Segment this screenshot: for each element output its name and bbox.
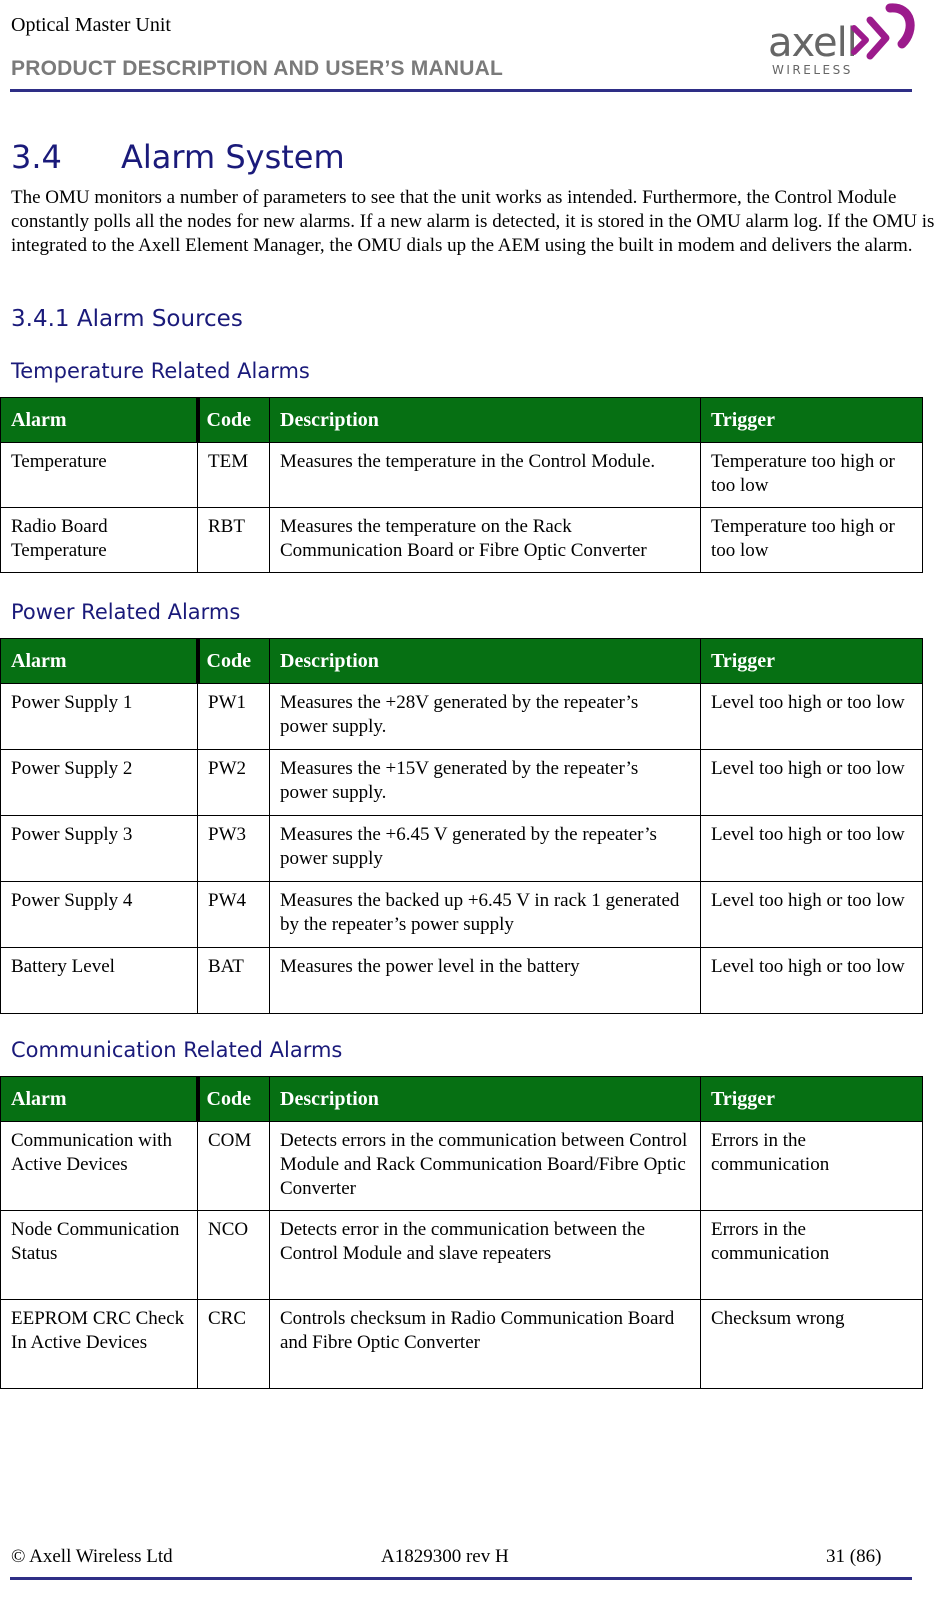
table-row: [1, 684, 923, 750]
code-cell: NCO: [198, 1211, 270, 1300]
table-row: [1, 750, 923, 816]
description-cell: Controls checksum in Radio Communication Board and Fibre Optic Converter: [270, 1300, 701, 1389]
column-header-alarm: Alarm: [1, 639, 198, 684]
trigger-cell: Errors in the communication: [701, 1211, 923, 1300]
column-header-trigger: Trigger: [701, 639, 923, 684]
temperature-alarms-heading: Temperature Related Alarms: [11, 359, 310, 383]
code-cell: BAT: [198, 948, 270, 1014]
alarm-cell: EEPROM CRC Check In Active Devices: [1, 1300, 198, 1389]
communication-alarms-heading: Communication Related Alarms: [11, 1038, 343, 1062]
column-header-description: Description: [270, 398, 701, 443]
trigger-cell: Level too high or too low: [701, 882, 923, 948]
axell-wireless-logo: [765, 0, 920, 82]
trigger-cell: Temperature too high or too low: [701, 508, 923, 573]
alarm-cell: Temperature: [1, 443, 198, 508]
description-cell: Measures the temperature on the Rack Communication Board or Fibre Optic Converter: [270, 508, 701, 573]
description-cell: Measures the +15V generated by the repeater’s power supply.: [270, 750, 701, 816]
alarm-cell: Node Communication Status: [1, 1211, 198, 1300]
column-header-trigger: Trigger: [701, 398, 923, 443]
column-header-alarm: Alarm: [1, 1077, 198, 1122]
power-alarms-heading: Power Related Alarms: [11, 600, 241, 624]
table-row: [1, 1211, 923, 1300]
description-cell: Detects errors in the communication between Control Module and Rack Communication Board/Fibre Optic Converter: [270, 1122, 701, 1211]
trigger-cell: Checksum wrong: [701, 1300, 923, 1389]
code-cell: COM: [198, 1122, 270, 1211]
footer-doc-number: A1829300 rev H: [381, 1546, 509, 1567]
power-alarms-table: [0, 638, 923, 1014]
table-header-row: [1, 1077, 923, 1122]
trigger-cell: Errors in the communication: [701, 1122, 923, 1211]
description-cell: Measures the power level in the battery: [270, 948, 701, 1014]
column-header-description: Description: [270, 639, 701, 684]
footer-page-number: 31 (86): [826, 1546, 882, 1567]
footer-divider: [10, 1577, 912, 1580]
logo-subtext: WIRELESS: [772, 63, 853, 77]
table-row: [1, 443, 923, 508]
header-divider: [10, 89, 912, 92]
column-header-alarm: Alarm: [1, 398, 198, 443]
description-cell: Measures the backed up +6.45 V in rack 1 generated by the repeater’s power supply: [270, 882, 701, 948]
table-header-row: [1, 398, 923, 443]
alarm-cell: Power Supply 2: [1, 750, 198, 816]
logo-wordmark: axell: [768, 20, 857, 66]
description-cell: Measures the +28V generated by the repeater’s power supply.: [270, 684, 701, 750]
code-cell: PW1: [198, 684, 270, 750]
table-row: [1, 948, 923, 1014]
description-cell: Measures the temperature in the Control Module.: [270, 443, 701, 508]
code-cell: CRC: [198, 1300, 270, 1389]
table-row: [1, 816, 923, 882]
column-header-code: Code: [198, 398, 270, 443]
temperature-alarms-table: [0, 397, 923, 573]
trigger-cell: Level too high or too low: [701, 816, 923, 882]
trigger-cell: Level too high or too low: [701, 750, 923, 816]
section-heading: [11, 138, 345, 176]
column-header-description: Description: [270, 1077, 701, 1122]
section-number: 3.4: [11, 138, 62, 176]
intro-paragraph: The OMU monitors a number of parameters to see that the unit works as intended. Furthermore, the Control Module constantly polls all the nodes for new alarms. If a new alarm is detected, it is stored in the OMU alarm log. If the OMU is integrated to the Axell Element Manager, the OMU dials up the AEM using the built in modem and delivers the alarm.: [11, 187, 935, 256]
trigger-cell: Level too high or too low: [701, 948, 923, 1014]
communication-alarms-table: [0, 1076, 923, 1389]
table-row: [1, 1122, 923, 1211]
document-subtitle: PRODUCT DESCRIPTION AND USER’S MANUAL: [11, 57, 503, 80]
subsection-heading: 3.4.1 Alarm Sources: [11, 306, 243, 332]
description-cell: Measures the +6.45 V generated by the repeater’s power supply: [270, 816, 701, 882]
alarm-cell: Power Supply 3: [1, 816, 198, 882]
code-cell: RBT: [198, 508, 270, 573]
alarm-cell: Radio Board Temperature: [1, 508, 198, 573]
section-title: Alarm System: [121, 138, 345, 176]
alarm-cell: Power Supply 4: [1, 882, 198, 948]
footer-copyright: © Axell Wireless Ltd: [11, 1546, 173, 1567]
alarm-cell: Battery Level: [1, 948, 198, 1014]
column-header-trigger: Trigger: [701, 1077, 923, 1122]
code-cell: PW4: [198, 882, 270, 948]
trigger-cell: Level too high or too low: [701, 684, 923, 750]
document-title: Optical Master Unit: [11, 14, 171, 36]
column-header-code: Code: [198, 1077, 270, 1122]
column-header-code: Code: [198, 639, 270, 684]
code-cell: PW3: [198, 816, 270, 882]
code-cell: PW2: [198, 750, 270, 816]
code-cell: TEM: [198, 443, 270, 508]
table-header-row: [1, 639, 923, 684]
table-row: [1, 882, 923, 948]
table-row: [1, 508, 923, 573]
alarm-cell: Communication with Active Devices: [1, 1122, 198, 1211]
logo-chevron-icon: [850, 0, 920, 62]
alarm-cell: Power Supply 1: [1, 684, 198, 750]
trigger-cell: Temperature too high or too low: [701, 443, 923, 508]
table-row: [1, 1300, 923, 1389]
description-cell: Detects error in the communication between the Control Module and slave repeaters: [270, 1211, 701, 1300]
